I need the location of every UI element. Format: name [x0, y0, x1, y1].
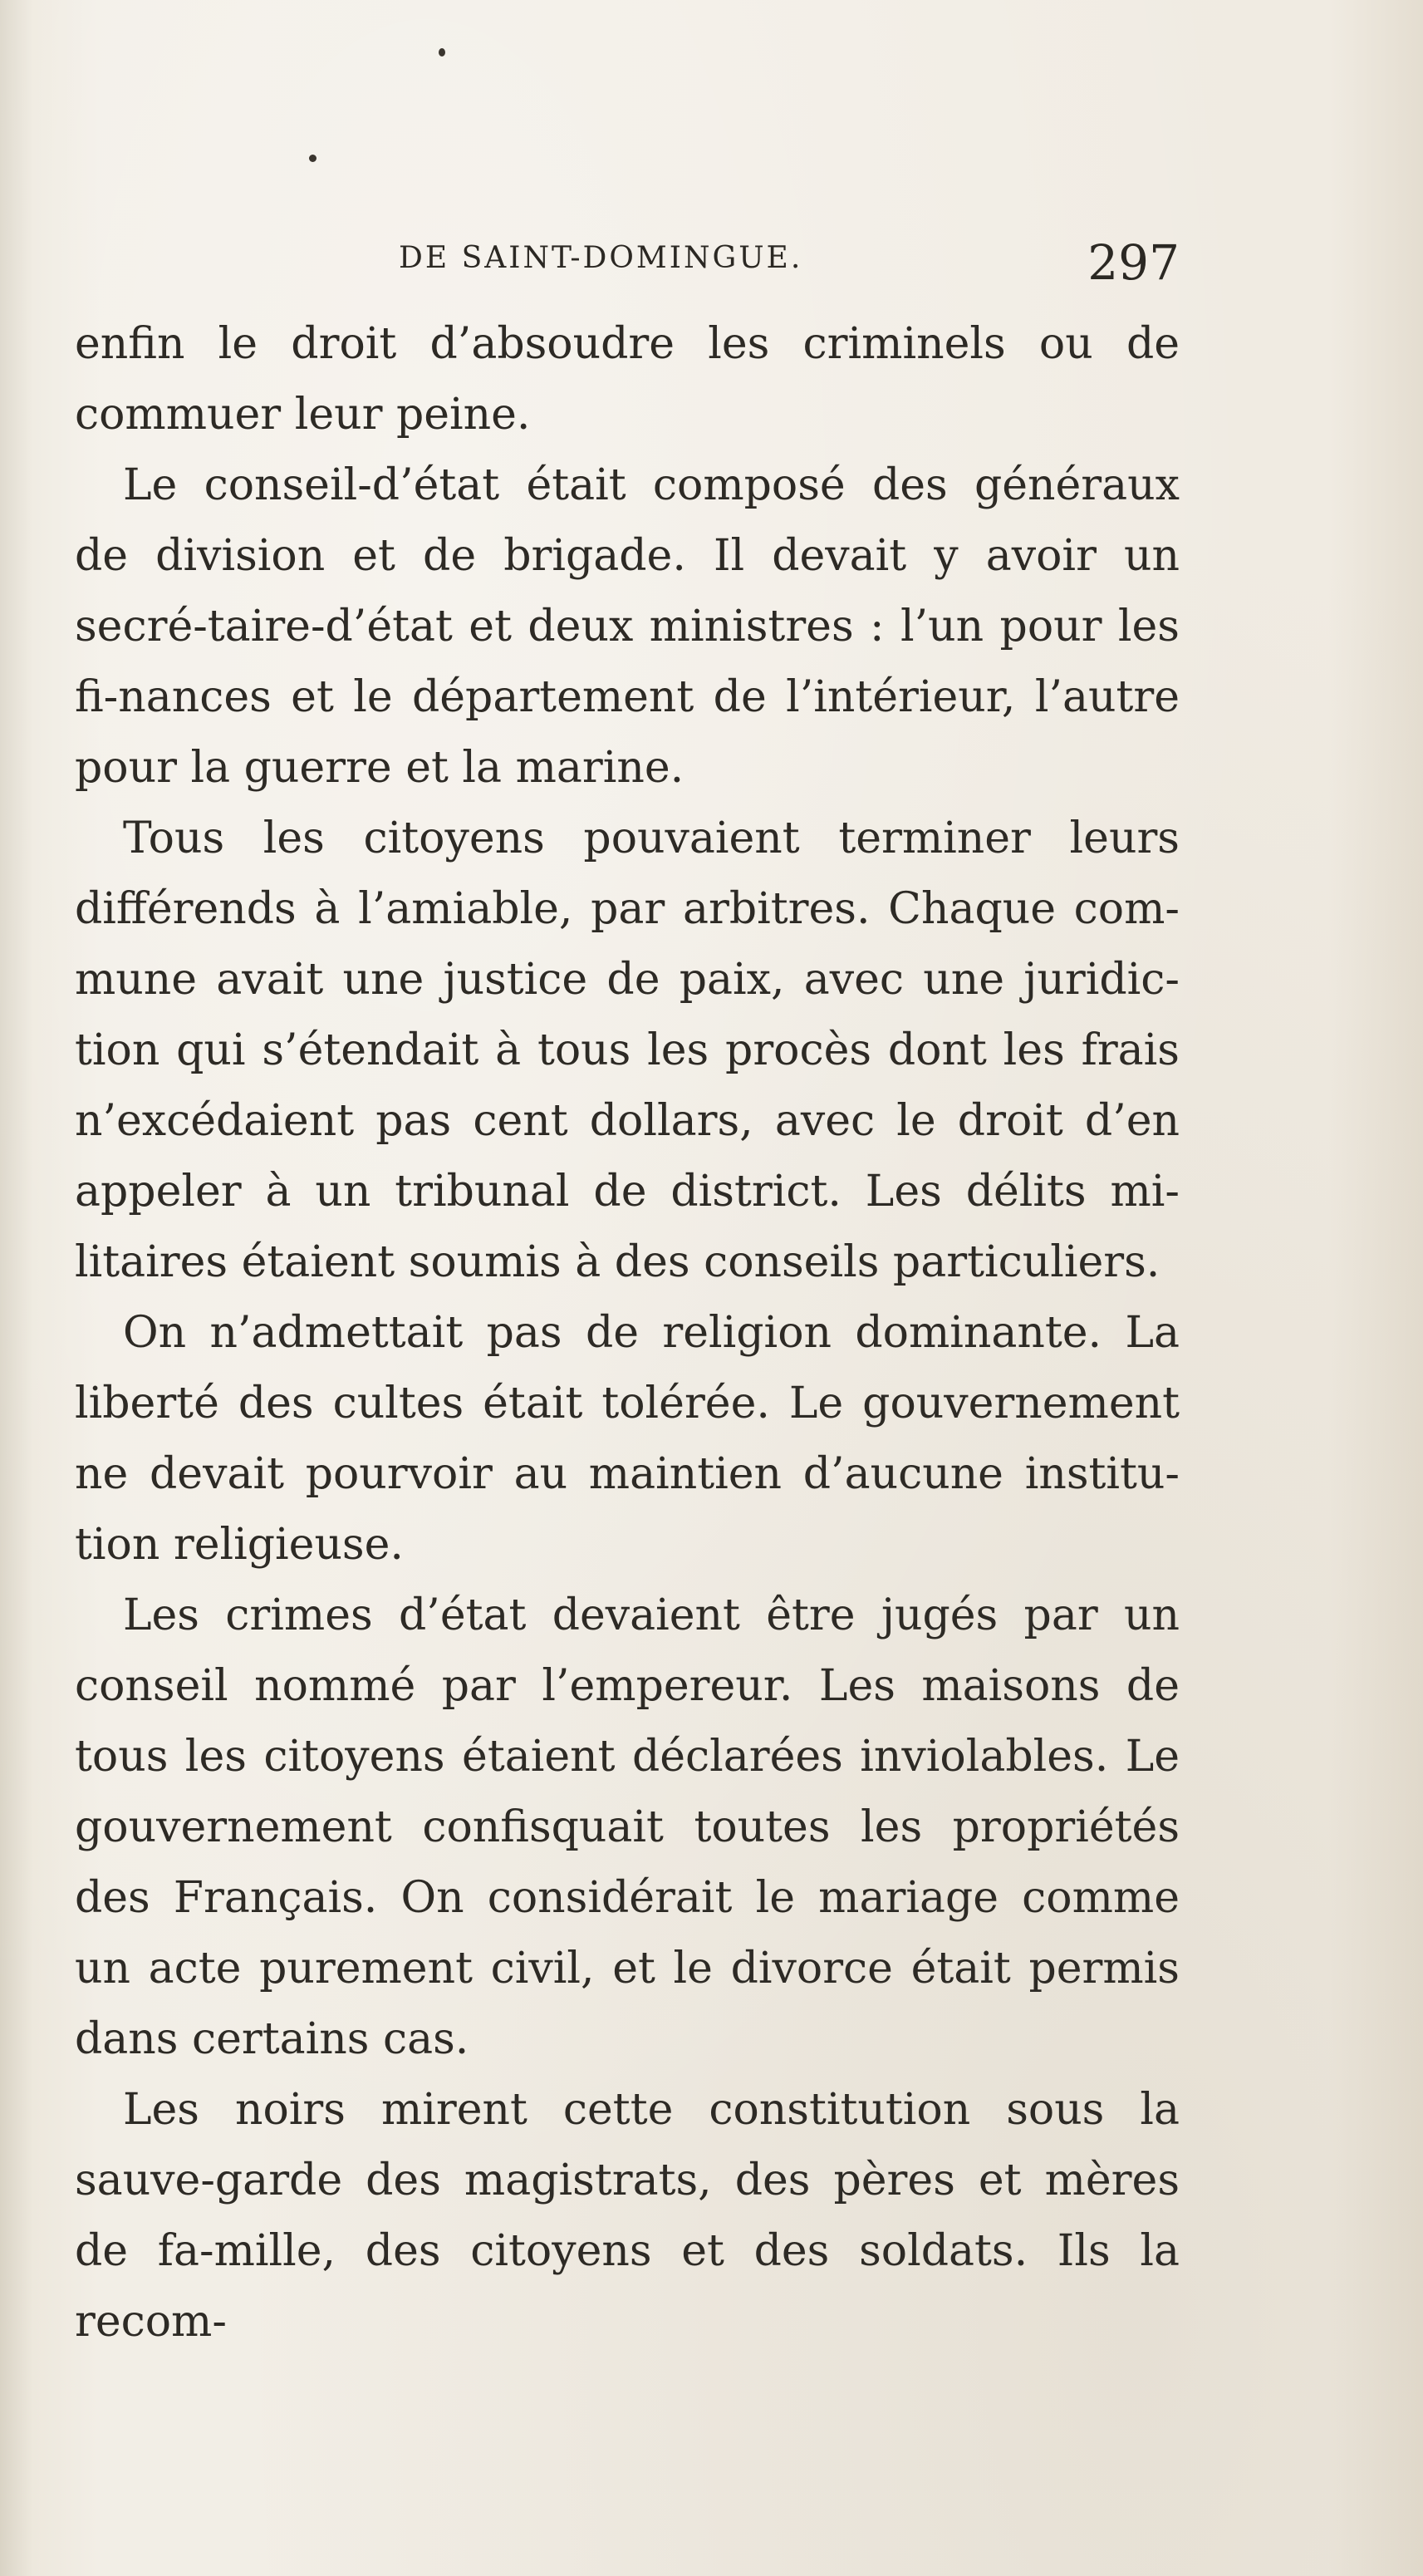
body-text — [75, 309, 1180, 2357]
page-header — [75, 234, 1180, 293]
ink-speck — [439, 48, 445, 57]
paragraph-6: Les noirs mirent cette constitution sous la sauve-garde des magistrats, des pères et mères de fa-mille, des citoyens et des soldats. Ils la recom- — [75, 2085, 1180, 2347]
paragraph-2: Le conseil-d’état était composé des généraux de division et de brigade. Il devait y avoir un secré-taire-d’état et deux ministres : l’un pour les fi-nances et le département de l’intérieur, l’autre pour la guerre et la marine. — [75, 460, 1180, 793]
ink-speck — [309, 155, 316, 162]
paragraph-1: enfin le droit d’absoudre les criminels ou de commuer leur peine. — [75, 319, 1180, 440]
page-number: 297 — [1087, 234, 1180, 291]
paragraph-3: Tous les citoyens pouvaient terminer leurs différends à l’amiable, par arbitres. Chaque com-mune avait une justice de paix, avec une juridic-tion qui s’étendait à tous les procès dont les frais n’excédaient pas cent dollars, avec le droit d’en appeler à un tribunal de district. Les délits mi-litaires étaient soumis à des conseils particuliers. — [75, 814, 1180, 1287]
paragraph-5: Les crimes d’état devaient être jugés par un conseil nommé par l’empereur. Les maisons de tous les citoyens étaient déclarées inviolables. Le gouvernement confisquait toutes les propriétés des Français. On considérait le mariage comme un acte purement civil, et le divorce était permis dans certains cas. — [75, 1590, 1180, 2064]
running-title: DE SAINT-DOMINGUE. — [399, 241, 803, 275]
paragraph-4: On n’admettait pas de religion dominante. La liberté des cultes était tolérée. Le gouvernement ne devait pourvoir au maintien d’aucune institu-tion religieuse. — [75, 1308, 1180, 1570]
